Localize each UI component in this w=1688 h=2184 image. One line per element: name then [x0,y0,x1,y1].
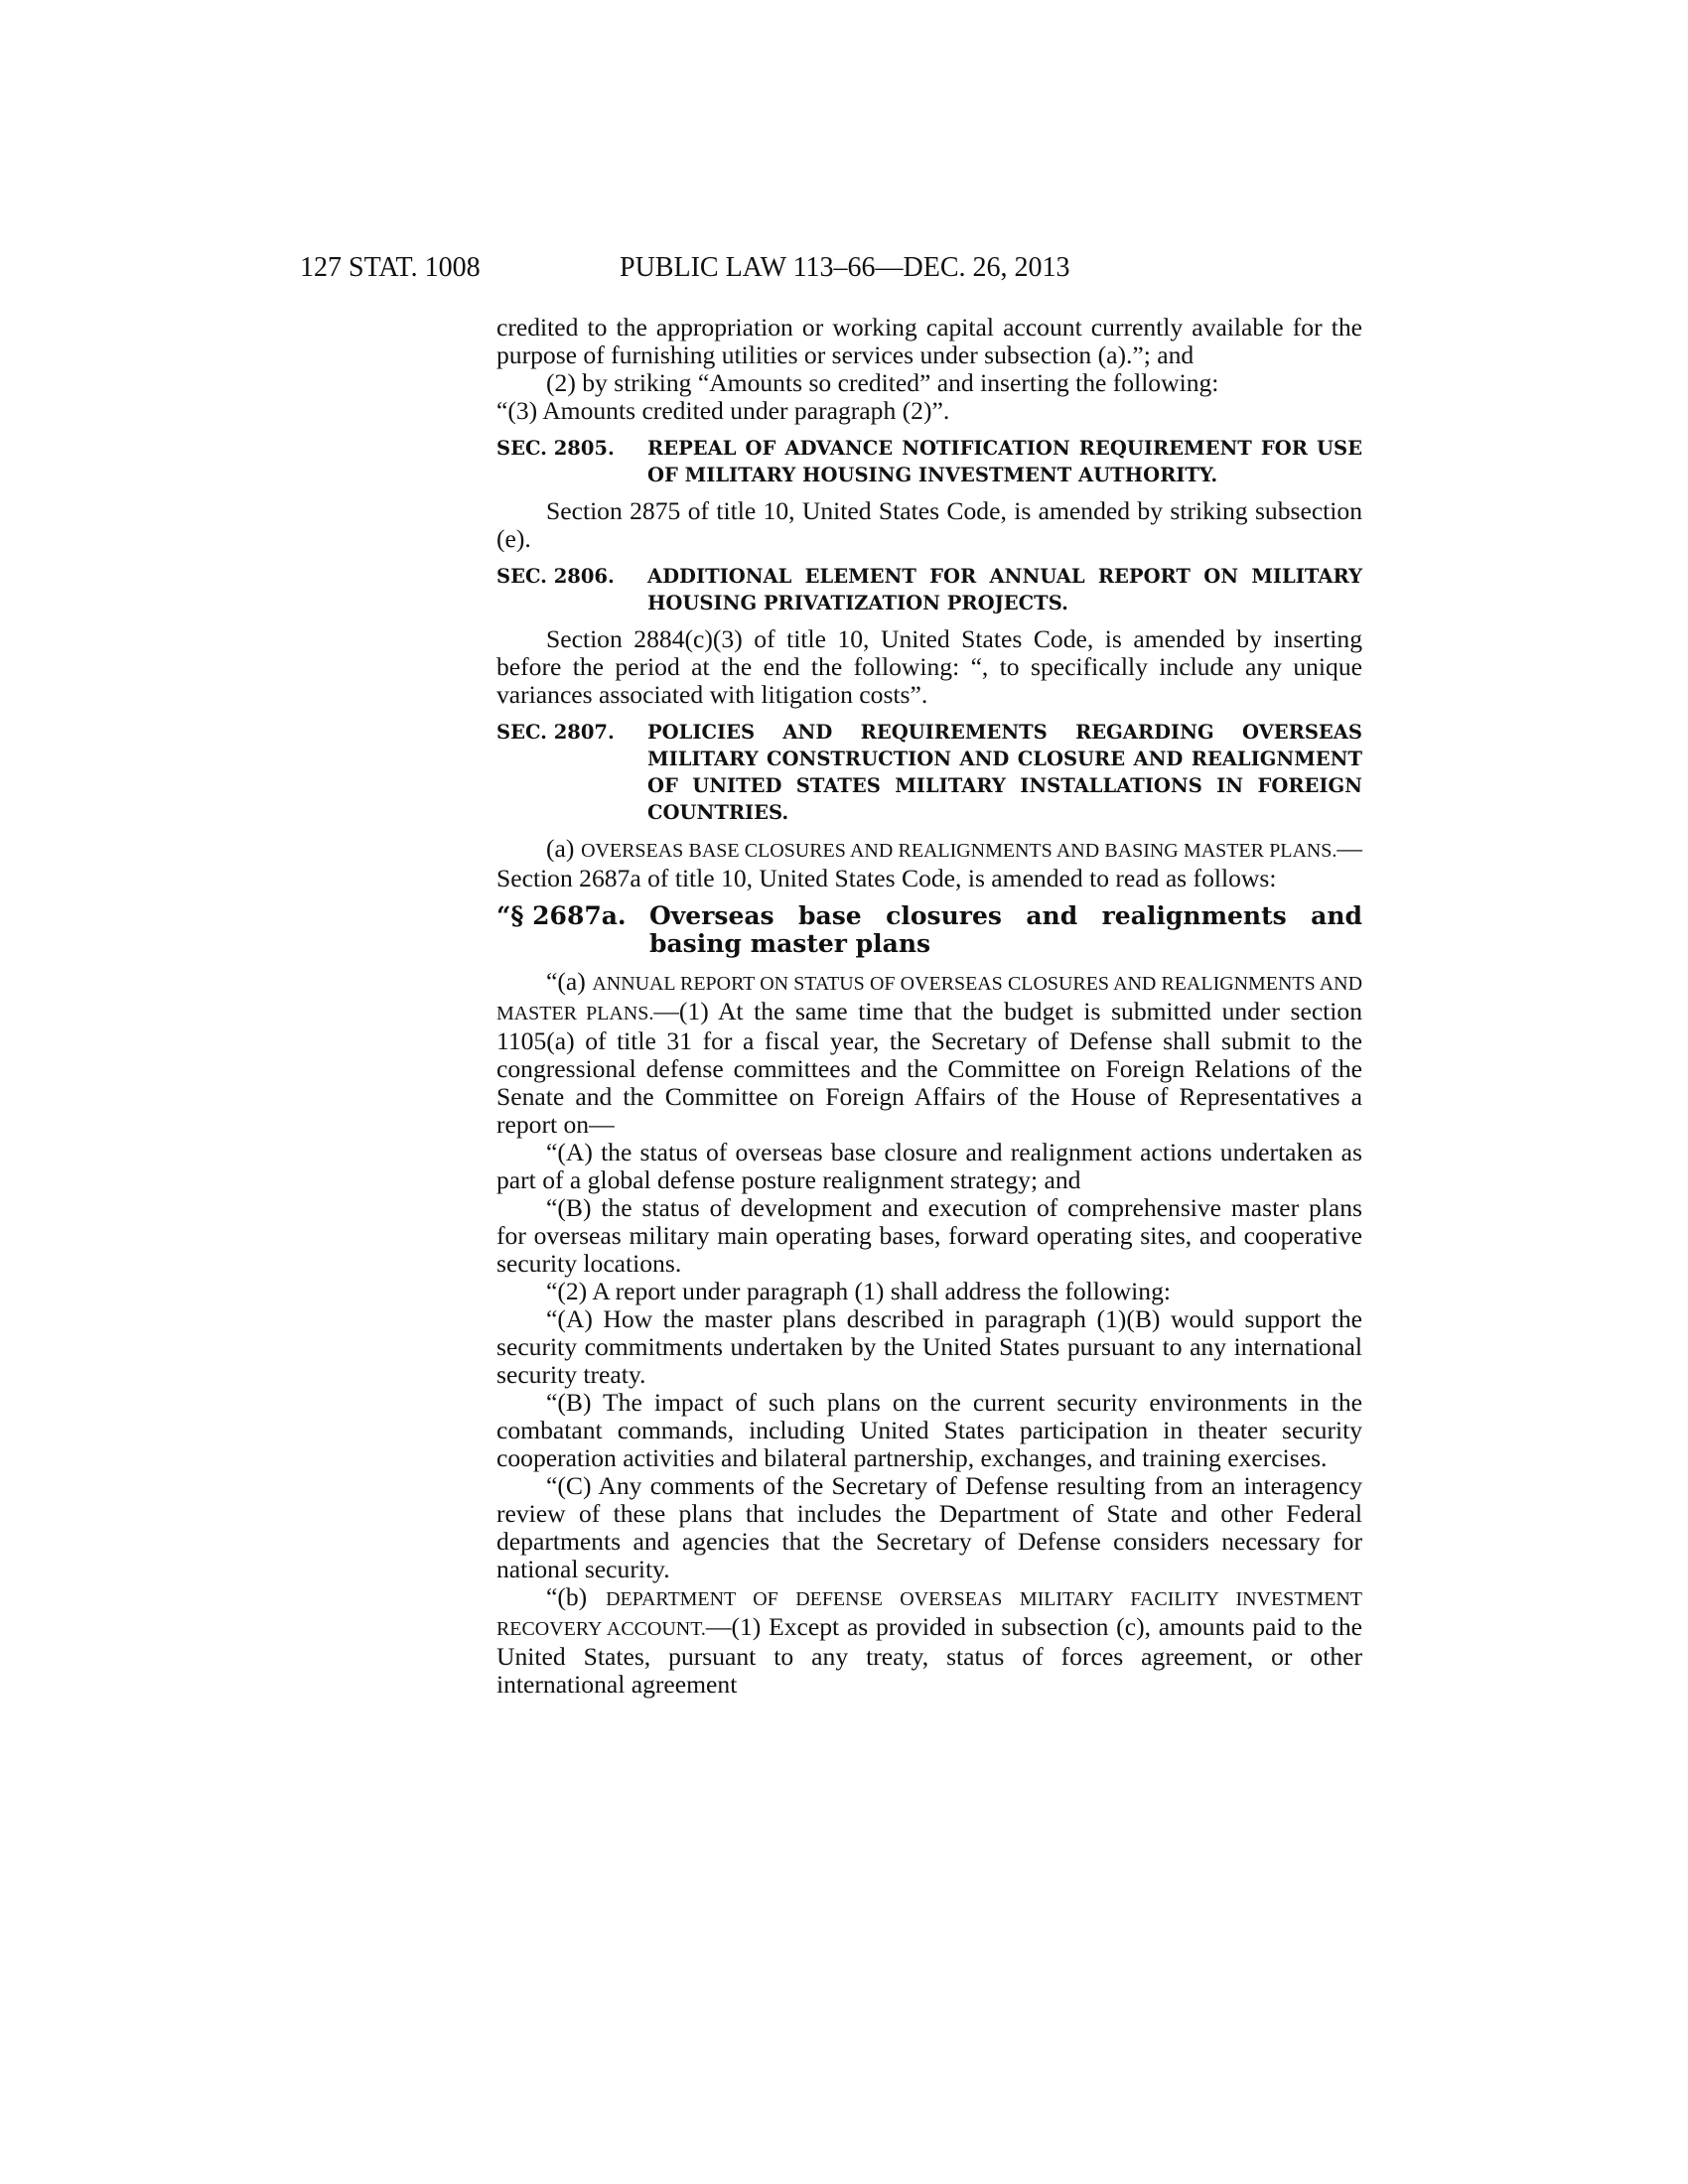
section-title: ADDITIONAL ELEMENT FOR ANNUAL REPORT ON MILITARY HOUSING PRIVATIZATION PROJECTS. [647,565,1362,614]
section-number: SEC. 2807. [496,721,615,744]
running-header [300,248,1364,288]
section-heading-2805 [496,435,1362,488]
section-title: REPEAL OF ADVANCE NOTIFICATION REQUIREMENT FOR USE OF MILITARY HOUSING INVESTMENT AUTHORITY. [647,437,1362,486]
paragraph: “(A) the status of overseas base closure and realignment actions undertaken as part of a global defense posture realignment strategy; and [496,1138,1362,1194]
paragraph: “(B) The impact of such plans on the current security environments in the combatant commands, including United States participation in theater security cooperation activities and bilateral partnership, exchanges, and training exercises. [496,1388,1362,1472]
paragraph: “(2) A report under paragraph (1) shall address the following: [546,1277,1171,1305]
paragraph: “(A) How the master plans described in paragraph (1)(B) would support the security commitments undertaken by the United States pursuant to any international security treaty. [496,1304,1362,1389]
paragraph: (2) by striking “Amounts so credited” and inserting the following: [546,368,1219,397]
public-law-title: PUBLIC LAW 113–66—DEC. 26, 2013 [620,252,1070,283]
paragraph: “(B) the status of development and execution of comprehensive master plans for overseas military main operating bases, forward operating sites, and cooperative security locations. [496,1193,1362,1278]
paragraph: Section 2884(c)(3) of title 10, United States Code, is amended by inserting before the period at the end the following: “, to specifically include any unique variances associated with litigation costs”. [496,624,1362,709]
subsection-text: —(1) Except as provided in subsection (c), amounts paid to the United States, pursuant to any treaty, status of forces agreement, or other international agreement [496,1612,1362,1699]
paragraph: “(C) Any comments of the Secretary of Defense resulting from an interagency review of these plans that includes the Department of State and other Federal departments and agencies that the Secretary of Defense considers necessary for national security. [496,1471,1362,1583]
subsection-label: “(a) [546,967,586,996]
paragraph [496,835,1362,892]
subsection-heading: OVERSEAS BASE CLOSURES AND REALIGNMENTS AND BASING MASTER PLANS. [581,840,1337,862]
paragraph: “(3) Amounts credited under paragraph (2)”. [496,396,950,425]
paragraph [496,1583,1362,1699]
subsection-heading: ANNUAL REPORT ON STATUS OF OVERSEAS CLOSURES AND REALIGNMENTS AND MASTER PLANS. [496,973,1362,1024]
paragraph [496,968,1362,1139]
section-title: POLICIES AND REQUIREMENTS REGARDING OVERSEAS MILITARY CONSTRUCTION AND CLOSURE AND REALIGNMENT OF UNITED STATES MILITARY INSTALLATIONS IN FOREIGN COUNTRIES. [647,721,1362,824]
section-heading-2806 [496,563,1362,616]
paragraph: credited to the appropriation or working capital account currently available for the purpose of furnishing utilities or services under subsection (a).”; and [496,313,1362,369]
subsection-text: —Section 2687a of title 10, United States Code, is amended to read as follows: [496,834,1362,892]
paragraph: Section 2875 of title 10, United States Code, is amended by striking subsection (e). [496,496,1362,553]
section-number: SEC. 2806. [496,565,615,588]
subsection-label: (a) [546,834,575,863]
document-body [496,314,1362,1699]
section-number: SEC. 2805. [496,437,615,460]
code-section-number: “§ 2687a. [496,901,627,930]
code-section-heading: Overseas base closures and realignments and basing master plans [649,901,1362,958]
subsection-heading: DEPARTMENT OF DEFENSE OVERSEAS MILITARY FACILITY INVESTMENT RECOVERY ACCOUNT. [496,1588,1362,1640]
code-section-title [496,902,1362,958]
subsection-text: —(1) At the same time that the budget is submitted under section 1105(a) of title 31 for a fiscal year, the Secretary of Defense shall submit to the congressional defense committees and the Committee on Foreign Relations of the Senate and the Committee on Foreign Affairs of the House of Representatives a report on— [496,997,1362,1139]
statute-page-number: 127 STAT. 1008 [300,252,481,283]
section-heading-2807 [496,719,1362,826]
subsection-label: “(b) [546,1582,588,1611]
